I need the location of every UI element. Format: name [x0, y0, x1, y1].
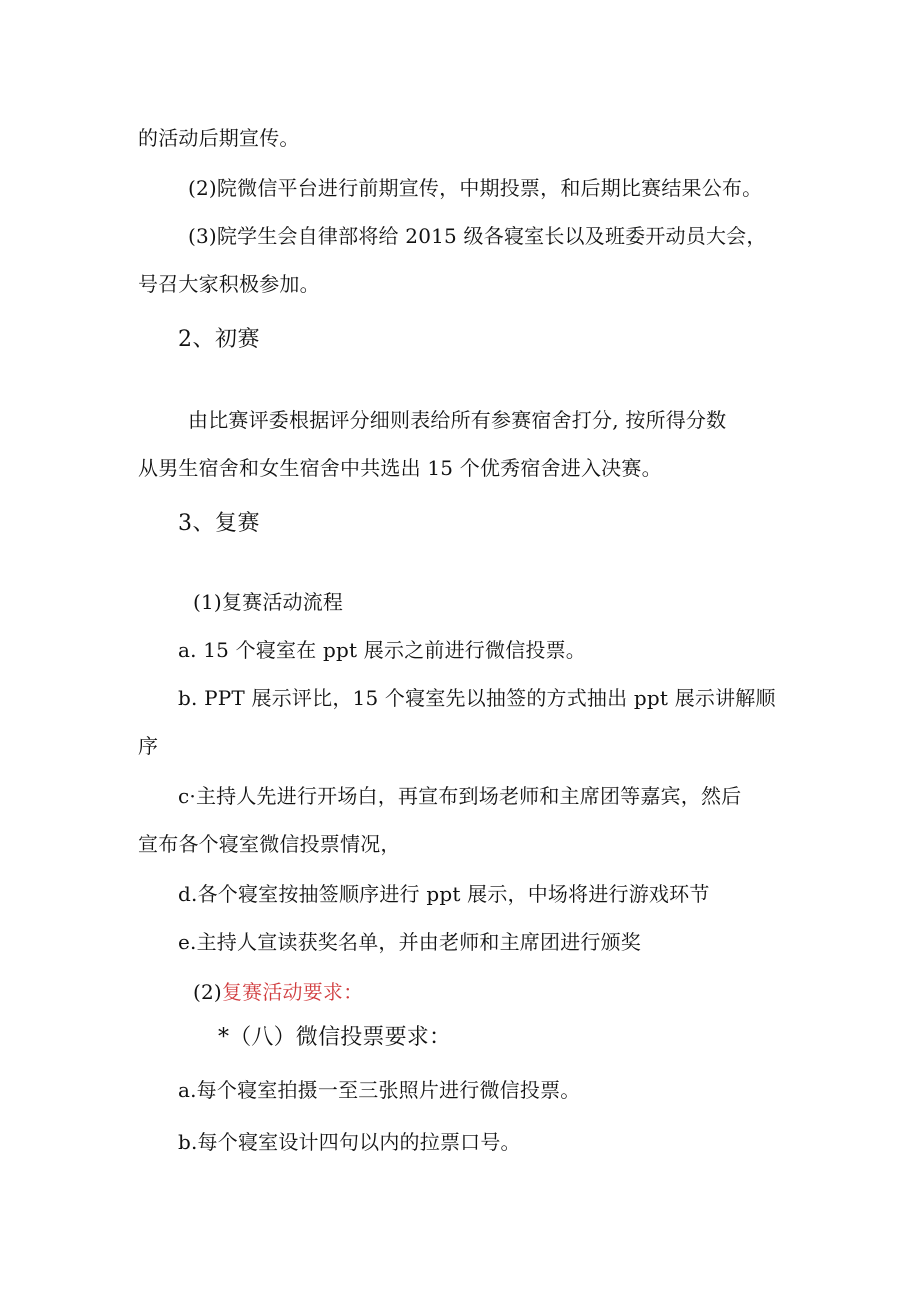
- list-item: d.各个寝室按抽签顺序进行 ppt 展示，中场将进行游戏环节: [178, 882, 710, 906]
- paragraph-line: (2)院微信平台进行前期宣传，中期投票，和后期比赛结果公布。: [188, 176, 763, 200]
- sub-heading-requirements: [193, 978, 363, 1006]
- section-heading: 2、初赛: [178, 327, 260, 352]
- paragraph-line: (3)院学生会自律部将给 2015 级各寝室长以及班委开动员大会，: [188, 224, 767, 248]
- list-item: e.主持人宣读获奖名单，并由老师和主席团进行颁奖: [178, 930, 641, 954]
- list-item-continuation: 宣布各个寝室微信投票情况，: [138, 832, 401, 856]
- highlighted-text: 复赛活动要求：: [221, 980, 364, 1004]
- paragraph-line: 从男生宿舍和女生宿舍中共选出 15 个优秀宿舍进入决赛。: [138, 456, 662, 480]
- paragraph-line: 号召大家积极参加。: [138, 272, 320, 296]
- list-item: a. 15 个寝室在 ppt 展示之前进行微信投票。: [178, 638, 587, 662]
- paragraph-line: 的活动后期宣传。: [138, 126, 300, 150]
- list-item-continuation: 序: [138, 734, 159, 758]
- list-item: c·主持人先进行开场白，再宣布到场老师和主席团等嘉宾，然后: [178, 784, 742, 808]
- section-subheading: *（八）微信投票要求：: [218, 1025, 452, 1050]
- list-item: a.每个寝室拍摄一至三张照片进行微信投票。: [178, 1078, 581, 1102]
- paragraph-line: 由比赛评委根据评分细则表给所有参赛宿舍打分, 按所得分数: [188, 408, 727, 432]
- list-item: b. PPT 展示评比，15 个寝室先以抽签的方式抽出 ppt 展示讲解顺: [178, 686, 776, 710]
- sub-heading: (1)复赛活动流程: [193, 590, 344, 614]
- section-heading: 3、复赛: [178, 511, 260, 536]
- sub-heading-number: (2): [193, 980, 222, 1004]
- list-item: b.每个寝室设计四句以内的拉票口号。: [178, 1130, 521, 1154]
